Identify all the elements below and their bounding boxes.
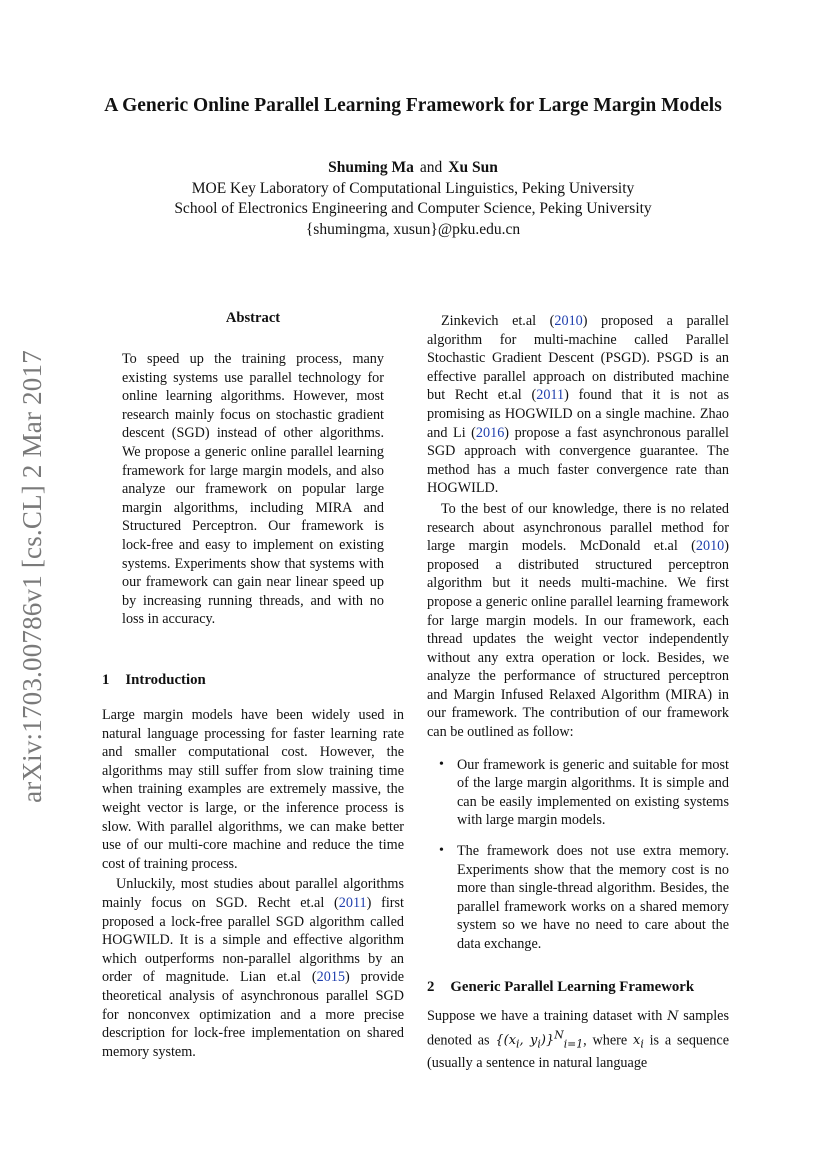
contribution-list: [427, 756, 729, 954]
text-run: ) proposed a parallel algorithm for multi-machine called Parallel Stochastic Gradient Descent (PSGD). PSGD is an effective parallel approach on distributed machine but Recht et.al (: [427, 313, 729, 404]
list-item: [427, 842, 729, 954]
math-expression: [495, 1028, 584, 1051]
math-sub: i: [537, 1037, 541, 1051]
citation-link[interactable]: 2016: [475, 424, 505, 441]
list-item: [427, 756, 729, 830]
citation-link[interactable]: 2015: [316, 969, 345, 986]
intro-body: [102, 706, 404, 1061]
citation-link[interactable]: 2011: [536, 387, 565, 404]
bullet-icon: •: [439, 843, 444, 859]
math-part: {(x: [495, 1032, 517, 1048]
text-run: To the best of our knowledge, there is no related research about asynchronous parallel method for large margin models. McDonald et.al (: [427, 500, 729, 555]
bullet-icon: •: [439, 756, 444, 772]
math-sup: N: [554, 1028, 564, 1042]
math-part: )}: [540, 1032, 555, 1048]
math-symbol: N: [667, 1009, 679, 1024]
arxiv-sidebar: [8, 341, 56, 811]
abstract-heading: Abstract: [225, 310, 281, 326]
math-sub: i: [516, 1037, 520, 1051]
citation-link[interactable]: 2011: [338, 894, 367, 911]
section-1-heading: [102, 672, 206, 689]
arxiv-identifier: arXiv:1703.00786v1 [cs.CL] 2 Mar 2017: [16, 349, 47, 803]
math-symbol: [632, 1032, 644, 1051]
text-run: is a sequence (usually a sentence in natural language: [427, 1031, 729, 1072]
author-2: Xu Sun: [448, 159, 498, 176]
text-run: ) proposed a distributed structured perceptron algorithm but it needs multi-machine. We first propose a generic online parallel learning framework for large margin models. In our framework, each thread updates the weight vector independently without any extra operation or lock. Besides, we analyze the performance of structured perceptron and Margin Infused Relaxed Algorithm (MIRA) in our framework. The contribution of our framework can be outlined as follow:: [427, 538, 729, 741]
author-1: Shuming Ma: [328, 159, 414, 176]
text-run: Unluckily, most studies about parallel algorithms mainly focus on SGD. Recht et.al (: [102, 876, 404, 911]
section-2-number: 2: [427, 979, 435, 995]
bullet-text: The framework does not use extra memory. Experiments show that the memory cost is no more than single-thread algorithm. Besides, the parallel framework works on a shared memory system so we have no need to care about the data exchange.: [457, 843, 729, 952]
affiliation-2: School of Electronics Engineering and Computer Science, Peking University: [174, 200, 652, 217]
right-paragraph-1: [427, 312, 729, 498]
abstract-body: [122, 350, 384, 629]
text-run: Suppose we have a training dataset with: [427, 1008, 668, 1024]
author-email: {shumingma, xusun}@pku.edu.cn: [305, 220, 521, 238]
text-run: ) provide theoretical analysis of asynchronous parallel SGD for nonconvex optimization and a more precise description for lock-free implementation on shared memory system.: [102, 969, 404, 1060]
section-2-title: Generic Parallel Learning Framework: [450, 979, 695, 995]
abstract-text: To speed up the training process, many existing systems use parallel technology for online learning algorithms. However, most research mainly focus on stochastic gradient descent (SGD) instead of other algorithms. We propose a generic online parallel learning framework for large margin models, and also analyze our framework on popular large margin algorithms, including MIRA and Structured Perceptron. Our framework is lock-free and easy to implement on existing systems. Experiments show that systems with our framework can gain near linear speed up by increasing running threads, and with no loss in accuracy.: [122, 351, 384, 628]
paper-title: A Generic Online Parallel Learning Framework for Large Margin Models: [104, 95, 722, 116]
text-run: ) found that it is not as promising as HOGWILD on a single machine. Zhao and Li (: [427, 387, 729, 441]
citation-link[interactable]: 2010: [554, 313, 583, 329]
text-run: ) propose a fast asynchronous parallel SGD approach with convergence guarantee. The method has a much faster convergence rate than HOGWILD.: [427, 424, 729, 497]
section-2-heading: [427, 979, 694, 996]
text-run: Zinkevich et.al (: [441, 313, 555, 329]
bullet-text: Our framework is generic and suitable for most of the large margin algorithms. It is simple and can be easily implemented on existing systems with large margin models.: [457, 756, 729, 829]
author-separator: and: [419, 159, 443, 176]
author-names: [60, 158, 766, 179]
author-block: [60, 158, 766, 240]
text-run: , where: [583, 1031, 633, 1048]
math-part: x: [632, 1032, 641, 1048]
text-run: samples denoted as: [427, 1008, 729, 1048]
math-sub: i=1: [563, 1037, 584, 1051]
section-1-number: 1: [102, 672, 110, 688]
math-part: , y: [519, 1032, 538, 1048]
right-column: [427, 312, 729, 964]
section-2-paragraph: [427, 1007, 729, 1073]
text-run: ) first proposed a lock-free parallel SGD algorithm called HOGWILD. It is a simple and effective algorithm which outperforms non-parallel algorithms by an order of magnitude. Lian et.al (: [102, 894, 404, 986]
math-sub: i: [640, 1037, 644, 1051]
section-1-title: Introduction: [125, 672, 206, 688]
affiliation-1: MOE Key Laboratory of Computational Linguistics, Peking University: [191, 179, 635, 197]
citation-link[interactable]: 2010: [695, 538, 725, 555]
right-paragraph-2: [427, 500, 729, 742]
intro-paragraph-2: [102, 875, 404, 1061]
section-2-body: [427, 1007, 729, 1073]
intro-paragraph-1: Large margin models have been widely used in natural language processing for faster learning rate and smaller computational cost. However, the algorithms may still suffer from slow training time when training examples are extremely massive, the weight vector is large, or the inference process is slow. With parallel algorithms, we can make better use of our multi-core machine and reduce the time cost of training process.: [102, 707, 404, 872]
